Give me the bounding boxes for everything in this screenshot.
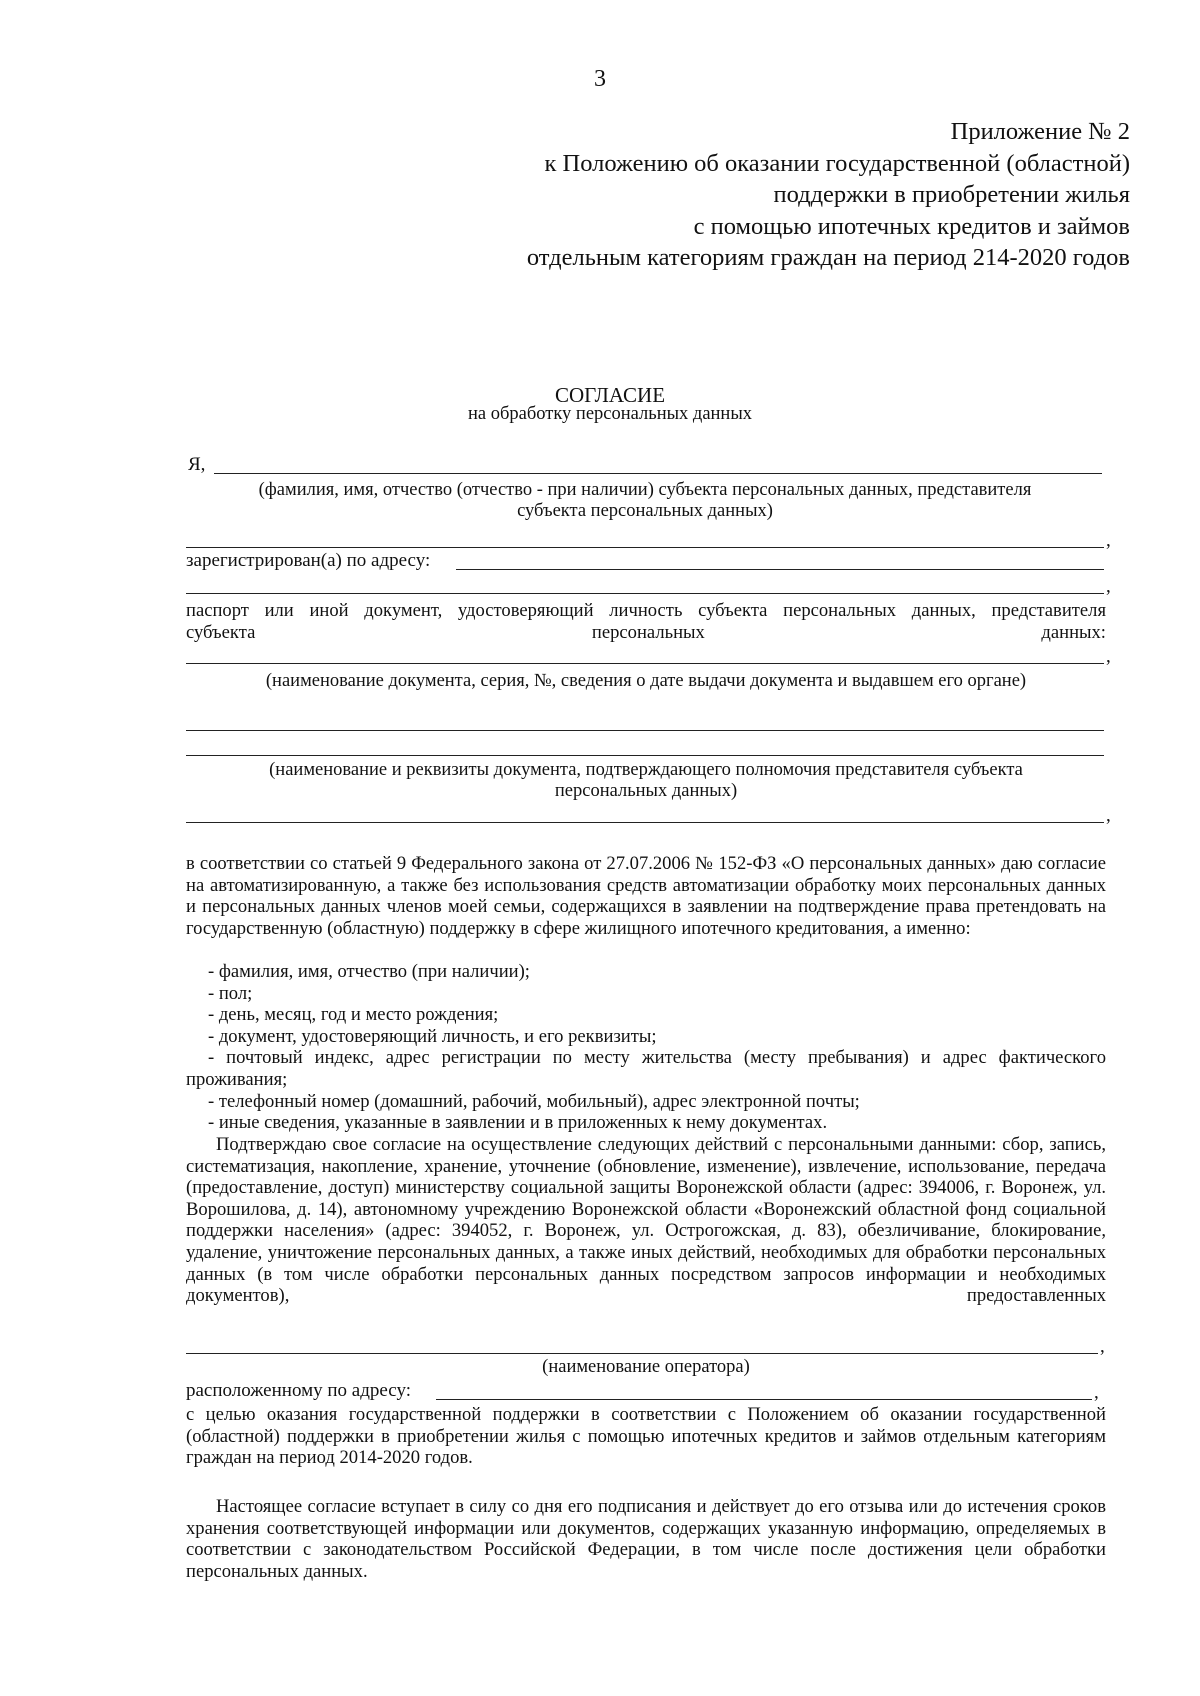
list-item: - фамилия, имя, отчество (при наличии); (208, 961, 530, 982)
purpose-paragraph: с целью оказания государственной поддержки в соответствии с Положением об оказании государственной (областной) поддержки в приобретении жилья с помощью ипотечных кредитов и займов отдельным категориям граждан на период 2014-2020 годов. (186, 1404, 1106, 1469)
validity-paragraph: Настоящее согласие вступает в силу со дня его подписания и действует до его отзыва или до истечения сроков хранения соответствующей информации или документов, содержащих указанную информацию, определяемых в соответствии с законодательством Российской Федерации, в том числе после достижения цели обработки персональных данных. (186, 1496, 1106, 1582)
appendix-line: с помощью ипотечных кредитов и займов (693, 212, 1130, 240)
confirm-paragraph: Подтверждаю свое согласие на осуществление следующих действий с персональными данными: сбор, запись, систематизация, накопление, хранение, уточнение (обновление, изменение), извлечение, использование, передача (предоставление, доступ) министерству социальной защиты Воронежской области (адрес: 394006, г. Воронеж, ул. Ворошилова, д. 14), автономному учреждению Воронежской области «Воронежский областной фонд социальной поддержки населения» (адрес: 394052, г. Воронеж, ул. Острогожская, д. 83), обезличивание, блокирование, удаление, уничтожение персональных данных, а также иных действий, необходимых для обработки персональных данных (в том числе обработки персональных данных посредством запросов информации и необходимых документов), предоставленных (186, 1134, 1106, 1307)
page-number: 3 (594, 66, 606, 92)
document-caption: (наименование документа, серия, №, сведения о дате выдачи документа и выдавшем его органе) (265, 671, 1027, 691)
list-item: - пол; (208, 982, 253, 1004)
name-blank-line[interactable] (214, 473, 1102, 474)
comma: , (1100, 1336, 1105, 1357)
intro-paragraph: в соответствии со статьей 9 Федерального закона от 27.07.2006 № 152-ФЗ «О персональных данных» даю согласие на автоматизированную, а также без использования средств автоматизации обработку моих персональных данных и персональных данных членов моей семьи, содержащихся в заявлении на подтверждение права претендовать на государственную (областную) поддержку в сфере жилищного ипотечного кредитования, а именно: (186, 853, 1106, 939)
data-list (186, 961, 1106, 1134)
name-caption (180, 480, 1110, 522)
list-item: - документ, удостоверяющий личность, и его реквизиты; (208, 1025, 657, 1047)
operator-blank-line[interactable] (186, 1353, 1098, 1354)
located-blank-line[interactable] (436, 1399, 1092, 1400)
caption-line: персональных данных) (554, 781, 738, 801)
comma: , (1106, 576, 1111, 597)
document-blank-line[interactable] (186, 663, 1104, 664)
passport-word: данных: (1041, 622, 1106, 643)
rep-blank-line-3[interactable] (186, 822, 1104, 823)
appendix-line: отдельным категориям граждан на период 214-2020 годов (526, 244, 1130, 271)
i-label: Я, (188, 454, 206, 475)
list-item: - телефонный номер (домашний, рабочий, мобильный), адрес электронной почты; (208, 1090, 860, 1112)
comma: , (1094, 1382, 1099, 1403)
address-blank-line[interactable] (456, 569, 1104, 570)
comma: , (1106, 646, 1111, 667)
comma: , (1106, 530, 1111, 551)
passport-words-row (186, 622, 1106, 644)
rep-blank-line-2[interactable] (186, 755, 1104, 756)
comma: , (1106, 805, 1111, 826)
located-label: расположенному по адресу: (186, 1380, 411, 1401)
rep-caption (186, 760, 1106, 802)
list-item: - почтовый индекс, адрес регистрации по месту жительства (месту пребывания) и адрес фактического проживания; (186, 1047, 1106, 1090)
document-title: СОГЛАСИЕ (554, 383, 666, 407)
appendix-line: поддержки в приобретении жилья (773, 181, 1130, 208)
document-subtitle: на обработку персональных данных (467, 404, 753, 424)
address-blank-line-2[interactable] (186, 593, 1104, 594)
appendix-line: Приложение № 2 (950, 118, 1130, 145)
caption-line: (фамилия, имя, отчество (отчество - при наличии) субъекта персональных данных, представителя (258, 480, 1032, 500)
appendix-line: к Положению об оказании государственной (областной) (544, 149, 1130, 177)
operator-caption: (наименование оператора) (542, 1357, 750, 1377)
appendix-header (500, 116, 1130, 274)
passport-word: персональных (591, 622, 705, 643)
passport-line: паспорт или иной документ, удостоверяющий личность субъекта персональных данных, представителя (186, 600, 1106, 621)
passport-word: субъекта (186, 622, 256, 643)
blank-line[interactable] (186, 547, 1104, 548)
caption-line: (наименование и реквизиты документа, подтверждающего полномочия представителя субъекта (269, 760, 1023, 780)
caption-line: субъекта персональных данных) (517, 501, 773, 521)
registered-label: зарегистрирован(а) по адресу: (186, 550, 431, 571)
list-item: - день, месяц, год и место рождения; (208, 1004, 499, 1026)
rep-blank-line[interactable] (186, 730, 1104, 731)
list-item: - иные сведения, указанные в заявлении и в приложенных к нему документах. (208, 1112, 828, 1134)
